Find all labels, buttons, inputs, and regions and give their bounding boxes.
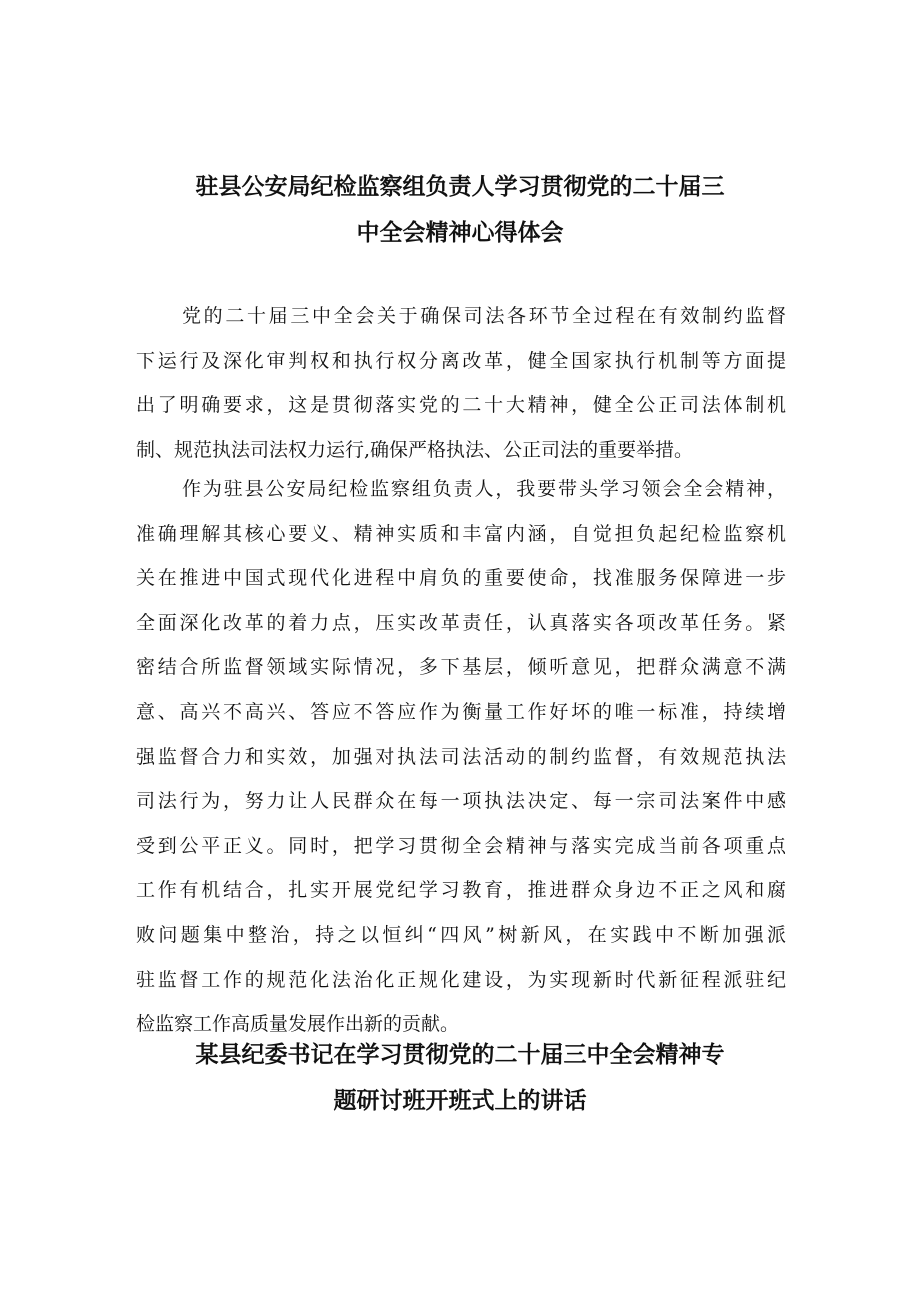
next-article-title: [0, 1032, 920, 1124]
body-paragraph: [136, 294, 786, 472]
paragraph-line: 党的二十届三中全会关于确保司法各环节全过程在有效制约监督: [182, 305, 786, 327]
article-title-line: 题研讨班开班式上的讲话: [333, 1088, 587, 1114]
paragraph-line: 受到公平正义。同时，把学习贯彻全会精神与落实完成当前各项重点: [136, 834, 786, 857]
paragraph-line: 强监督合力和实效，加强对执法司法活动的制约监督，有效规范执法: [136, 745, 786, 768]
article-title: [0, 164, 920, 256]
paragraph-line: 下运行及深化审判权和执行权分离改革，健全国家执行机制等方面提: [136, 349, 786, 372]
paragraph-line: 作为驻县公安局纪检监察组负责人，我要带头学习领会全会精神，: [182, 478, 786, 500]
paragraph-line: 败问题集中整治，持之以恒纠“四风”树新风，在实践中不断加强派: [136, 923, 786, 946]
paragraph-line: 驻监督工作的规范化法治化正规化建设，为实现新时代新征程派驻纪: [136, 968, 786, 991]
paragraph-line: 关在推进中国式现代化进程中肩负的重要使命，找准服务保障进一步: [136, 567, 786, 590]
paragraph-line: 准确理解其核心要义、精神实质和丰富内涵，自觉担负起纪检监察机: [136, 522, 786, 545]
paragraph-line: 密结合所监督领域实际情况，多下基层，倾听意见，把群众满意不满: [136, 656, 786, 679]
paragraph-line: 制、规范执法司法权力运行,确保严格执法、公正司法的重要举措。: [136, 438, 694, 461]
article-title-line: 驻县公安局纪检监察组负责人学习贯彻党的二十届三: [195, 174, 725, 200]
article-title-line: 某县纪委书记在学习贯彻党的二十届三中全会精神专: [195, 1042, 725, 1068]
paragraph-line: 出了明确要求，这是贯彻落实党的二十大精神，健全公正司法体制机: [136, 394, 786, 417]
body-paragraph: [136, 467, 786, 1047]
paragraph-line: 司法行为，努力让人民群众在每一项执法决定、每一宗司法案件中感: [136, 790, 786, 813]
paragraph-line: 意、高兴不高兴、答应不答应作为衡量工作好坏的唯一标准，持续增: [136, 700, 786, 723]
paragraph-line: 全面深化改革的着力点，压实改革责任，认真落实各项改革任务。紧: [136, 611, 786, 634]
paragraph-line: 检监察工作高质量发展作出新的贡献。: [136, 1013, 460, 1036]
article-title-line: 中全会精神心得体会: [356, 220, 564, 246]
paragraph-line: 工作有机结合，扎实开展党纪学习教育，推进群众身边不正之风和腐: [136, 879, 786, 902]
